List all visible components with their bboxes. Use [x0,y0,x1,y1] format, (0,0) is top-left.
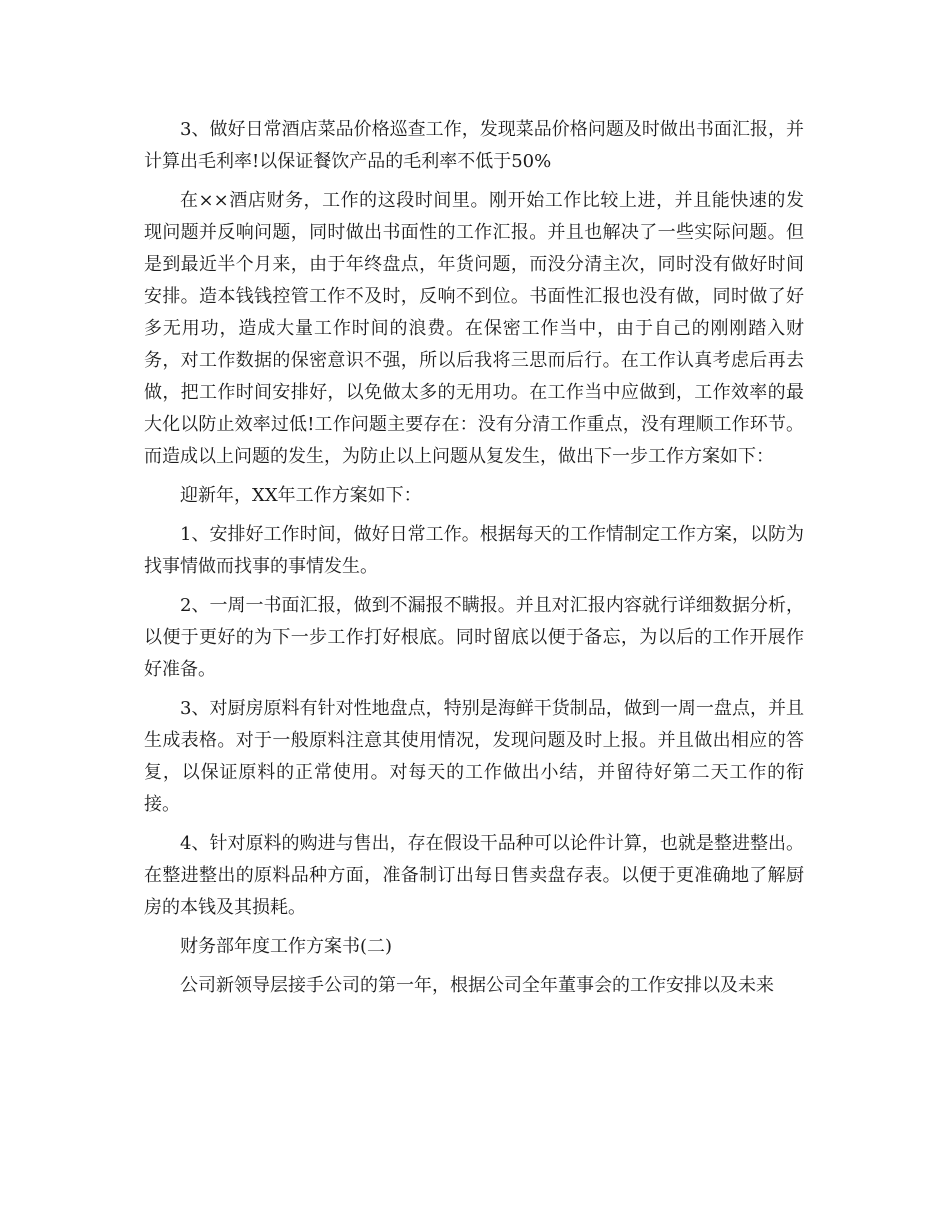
paragraph-second-plan-intro: 公司新领导层接手公司的第一年，根据公司全年董事会的工作安排以及未来 [180,975,774,996]
document-body [144,114,804,1002]
paragraph-plan-item-4: 4、针对原料的购进与售出，存在假设干品种可以论件计算，也就是整进整出。在整进整出的原料品种方面，准备制订出每日售卖盘存表。以便于更准确地了解厨房的本钱及其损耗。 [144,833,804,918]
paragraph-menu-price-inspection: 3、做好日常酒店菜品价格巡查工作，发现菜品价格问题及时做出书面汇报，并计算出毛利率!以保证餐饮产品的毛利率不低于50% [144,119,804,172]
paragraph-plan-item-1: 1、安排好工作时间，做好日常工作。根据每天的工作情制定工作方案，以防为找事情做而找事的事情发生。 [144,524,804,577]
paragraph-new-year-plan-intro: 迎新年，XX年工作方案如下： [180,485,422,506]
section-heading: 财务部年度工作方案书(二) [180,936,393,957]
paragraph-plan-item-2: 2、一周一书面汇报，做到不漏报不瞒报。并且对汇报内容就行详细数据分析，以便于更好的为下一步工作打好根底。同时留底以便于备忘，为以后的工作开展作好准备。 [144,595,804,680]
paragraph-work-review: 在××酒店财务，工作的这段时间里。刚开始工作比较上进，并且能快速的发现问题并反响问题，同时做出书面性的工作汇报。并且也解决了一些实际问题。但是到最近半个月来，由于年终盘点，年货问题，而没分清主次，同时没有做好时间安排。造本钱钱控管工作不及时，反响不到位。书面性汇报也没有做，同时做了好多无用功，造成大量工作时间的浪费。在保密工作当中，由于自己的刚刚踏入财务，对工作数据的保密意识不强，所以后我将三思而后行。在工作认真考虑后再去做，把工作时间安排好，以免做太多的无用功。在工作当中应做到，工作效率的最大化以防止效率过低!工作问题主要存在：没有分清工作重点，没有理顺工作环节。而造成以上问题的发生，为防止以上问题从复发生，做出下一步工作方案如下： [144,190,804,467]
paragraph-plan-item-3: 3、对厨房原料有针对性地盘点，特别是海鲜干货制品，做到一周一盘点，并且生成表格。对于一般原料注意其使用情况，发现问题及时上报。并且做出相应的答复，以保证原料的正常使用。对每天的工作做出小结，并留待好第二天工作的衔接。 [144,698,804,815]
